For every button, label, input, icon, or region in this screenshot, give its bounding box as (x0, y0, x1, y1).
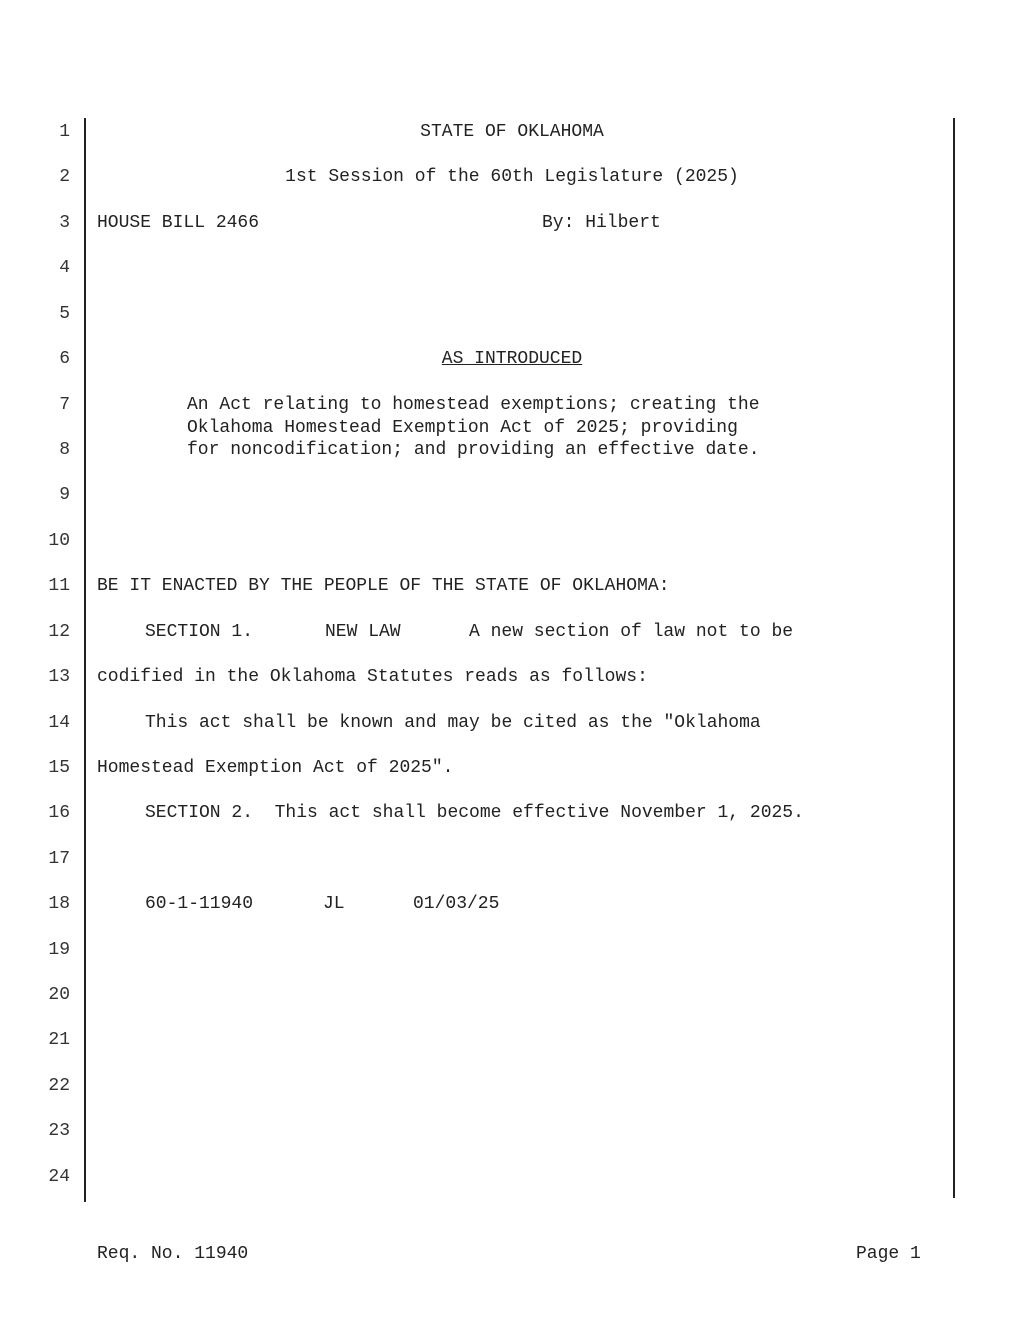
line-number: 11 (48, 576, 70, 596)
bill-status (97, 349, 927, 369)
line-number: 1 (59, 122, 70, 142)
line-number: 3 (59, 213, 70, 233)
section-1-text-continued: codified in the Oklahoma Statutes reads as follows: (97, 667, 648, 687)
bill-status-text: AS INTRODUCED (441, 349, 583, 369)
section-1-text: A new section of law not to be (469, 622, 794, 642)
line-number: 12 (48, 622, 70, 642)
line-number: 15 (48, 758, 70, 778)
left-margin-rule (84, 118, 86, 1202)
footer-request-number: Req. No. 11940 (97, 1244, 249, 1264)
line-number: 24 (48, 1167, 70, 1187)
bill-author: By: Hilbert (542, 213, 661, 233)
section-1-type: NEW LAW (325, 622, 401, 642)
line-number: 13 (48, 667, 70, 687)
line-number: 5 (59, 304, 70, 324)
line-number: 20 (48, 985, 70, 1005)
line-number: 18 (48, 894, 70, 914)
line-number: 6 (59, 349, 70, 369)
line-number: 14 (48, 713, 70, 733)
line-number: 4 (59, 258, 70, 278)
line-number: 19 (48, 940, 70, 960)
line-number: 17 (48, 849, 70, 869)
enacting-clause: BE IT ENACTED BY THE PEOPLE OF THE STATE OF OKLAHOMA: (97, 576, 670, 596)
line-number: 16 (48, 803, 70, 823)
state-heading: STATE OF OKLAHOMA (420, 122, 604, 142)
bill-title-line: An Act relating to homestead exemptions; creating the (187, 395, 760, 415)
drafter-initials: JL (323, 894, 345, 914)
request-date: 01/03/25 (413, 894, 500, 914)
bill-title-line: Oklahoma Homestead Exemption Act of 2025; providing (187, 418, 738, 438)
bill-title-line: for noncodification; and providing an effective date. (187, 440, 760, 460)
line-number: 10 (48, 531, 70, 551)
request-number-code: 60-1-11940 (145, 894, 254, 914)
footer-page-number: Page 1 (856, 1244, 921, 1264)
section-2: SECTION 2. This act shall become effective November 1, 2025. (145, 803, 804, 823)
session-heading: 1st Session of the 60th Legislature (2025) (285, 167, 739, 187)
line-number: 8 (59, 440, 70, 460)
line-number: 22 (48, 1076, 70, 1096)
bill-number: HOUSE BILL 2466 (97, 213, 260, 233)
section-1-label: SECTION 1. (145, 622, 254, 642)
section-1-body: This act shall be known and may be cited as the "Oklahoma (145, 713, 761, 733)
line-number: 7 (59, 395, 70, 415)
line-number: 2 (59, 167, 70, 187)
line-number: 9 (59, 485, 70, 505)
section-1-body-continued: Homestead Exemption Act of 2025". (97, 758, 454, 778)
line-number: 23 (48, 1121, 70, 1141)
right-margin-rule (953, 118, 955, 1198)
line-number: 21 (48, 1030, 70, 1050)
